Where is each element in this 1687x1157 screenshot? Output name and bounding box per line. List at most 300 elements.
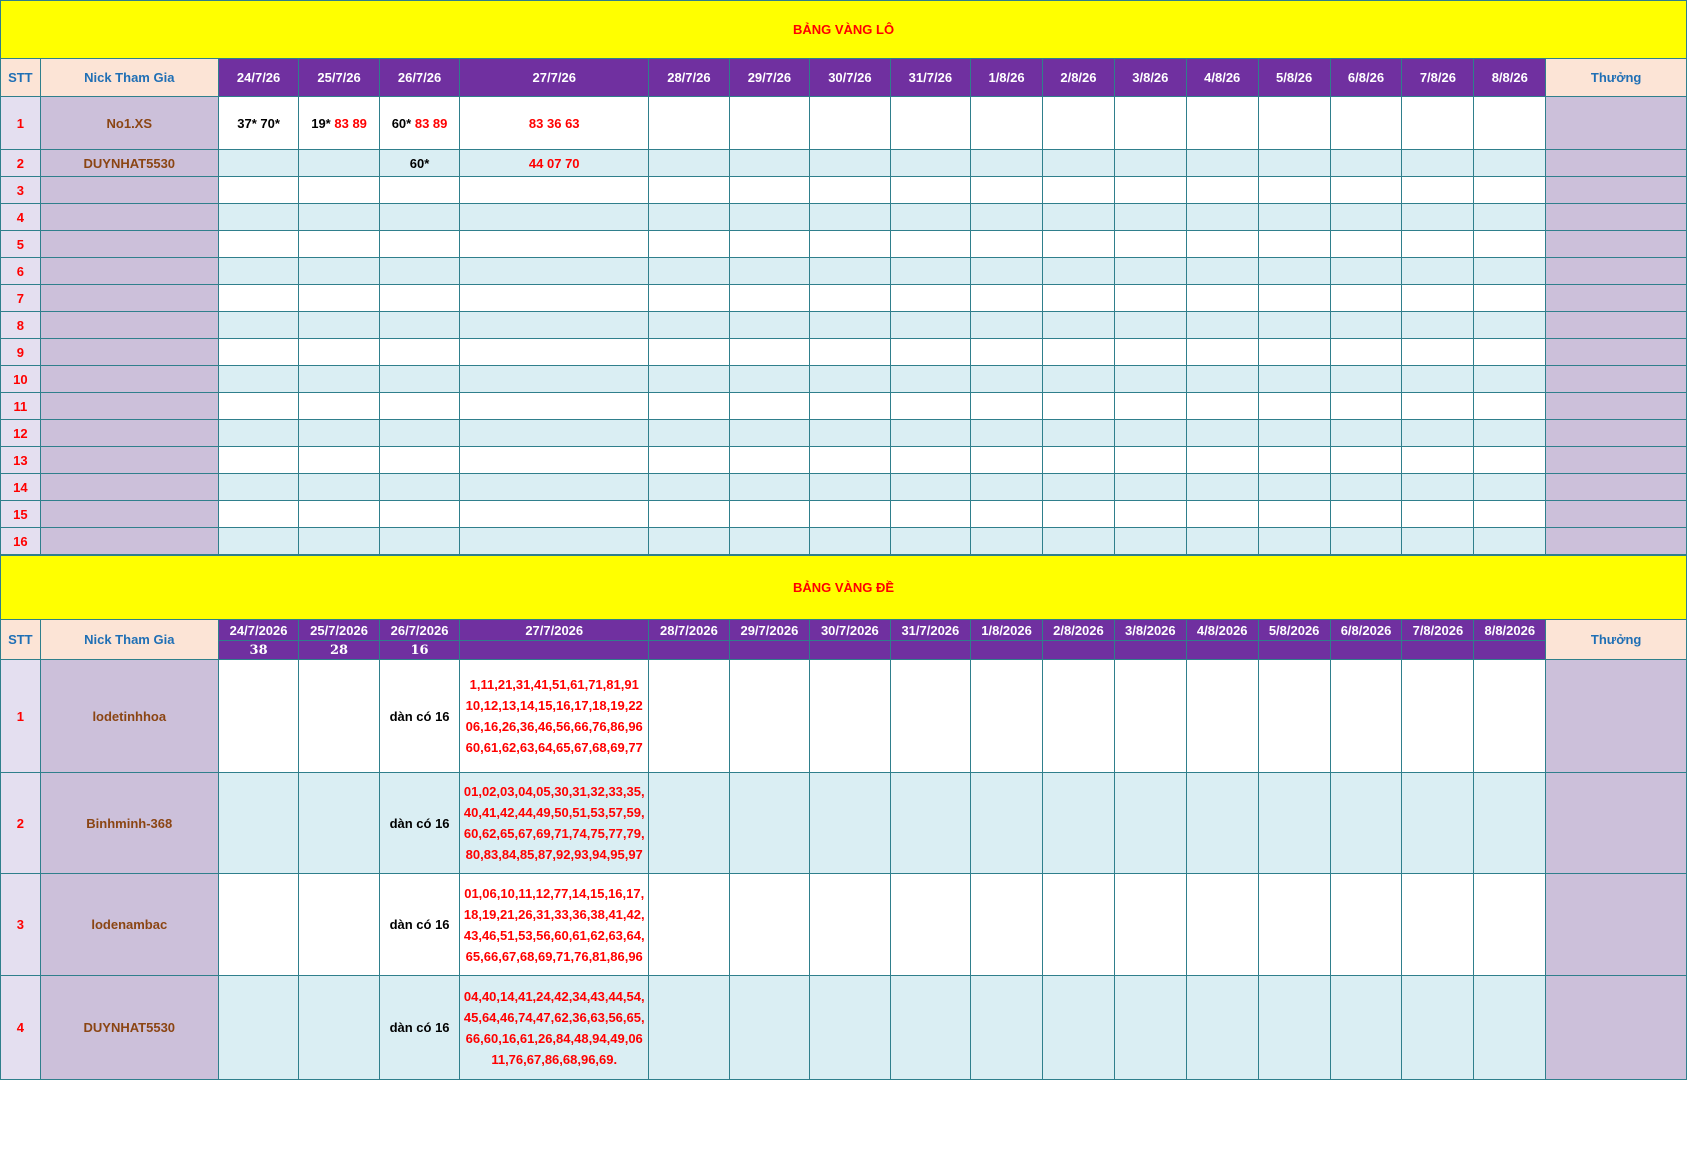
de-cell[interactable] [1258, 660, 1330, 773]
de-cell[interactable] [1043, 660, 1115, 773]
de-cell[interactable] [1330, 660, 1402, 773]
lo-cell[interactable] [1043, 312, 1115, 339]
lo-cell[interactable] [971, 312, 1043, 339]
de-row-prize[interactable] [1546, 874, 1687, 976]
lo-cell[interactable] [729, 447, 809, 474]
lo-cell[interactable] [649, 393, 729, 420]
de-cell[interactable] [379, 976, 459, 1080]
lo-cell[interactable] [379, 420, 459, 447]
de-date-header[interactable]: 24/7/2026 [218, 620, 298, 641]
de-cell[interactable] [1402, 660, 1474, 773]
lo-cell[interactable] [1402, 231, 1474, 258]
lo-cell[interactable] [649, 474, 729, 501]
lo-cell[interactable] [1258, 204, 1330, 231]
de-row-nick[interactable]: DUYNHAT5530 [40, 976, 218, 1080]
de-header-nick[interactable]: Nick Tham Gia [40, 620, 218, 660]
de-cell[interactable] [1258, 874, 1330, 976]
lo-date-header[interactable]: 28/7/26 [649, 59, 729, 97]
de-row-prize[interactable] [1546, 773, 1687, 874]
lo-cell[interactable] [218, 177, 298, 204]
lo-cell[interactable] [1258, 420, 1330, 447]
de-cell[interactable] [1474, 874, 1546, 976]
lo-date-header[interactable]: 8/8/26 [1474, 59, 1546, 97]
lo-cell[interactable] [1114, 528, 1186, 555]
lo-cell[interactable] [1043, 447, 1115, 474]
lo-cell[interactable] [460, 312, 649, 339]
de-cell[interactable] [460, 976, 649, 1080]
lo-row-prize[interactable] [1546, 177, 1687, 204]
lo-cell[interactable] [460, 285, 649, 312]
de-cell[interactable] [1402, 874, 1474, 976]
lo-cell[interactable] [649, 447, 729, 474]
lo-date-header[interactable]: 6/8/26 [1330, 59, 1402, 97]
lo-cell[interactable] [729, 366, 809, 393]
lo-cell[interactable] [218, 204, 298, 231]
lo-cell[interactable] [460, 366, 649, 393]
lo-cell[interactable] [1186, 366, 1258, 393]
de-cell[interactable] [460, 874, 649, 976]
lo-date-header[interactable]: 1/8/26 [971, 59, 1043, 97]
lo-cell[interactable] [729, 528, 809, 555]
lo-cell[interactable] [810, 258, 890, 285]
lo-cell[interactable] [299, 204, 379, 231]
lo-row-prize[interactable] [1546, 285, 1687, 312]
lo-cell[interactable] [218, 501, 298, 528]
lo-cell[interactable] [1402, 150, 1474, 177]
lo-row-prize[interactable] [1546, 231, 1687, 258]
de-cell[interactable] [890, 874, 970, 976]
de-date-header[interactable]: 31/7/2026 [890, 620, 970, 641]
de-cell[interactable] [218, 874, 298, 976]
lo-cell[interactable] [810, 150, 890, 177]
lo-cell[interactable] [1186, 528, 1258, 555]
lo-cell[interactable] [729, 474, 809, 501]
lo-cell[interactable] [299, 97, 379, 150]
lo-cell[interactable] [729, 150, 809, 177]
lo-cell[interactable] [1402, 528, 1474, 555]
lo-cell[interactable] [1402, 501, 1474, 528]
lo-cell[interactable] [1258, 474, 1330, 501]
lo-row-prize[interactable] [1546, 501, 1687, 528]
de-cell[interactable] [890, 976, 970, 1080]
lo-cell[interactable] [729, 339, 809, 366]
lo-cell[interactable] [218, 312, 298, 339]
lo-cell[interactable] [299, 393, 379, 420]
de-cell[interactable] [379, 874, 459, 976]
lo-cell[interactable] [890, 97, 970, 150]
lo-cell[interactable] [729, 258, 809, 285]
lo-cell[interactable] [1186, 447, 1258, 474]
lo-cell[interactable] [218, 150, 298, 177]
de-cell[interactable] [1043, 976, 1115, 1080]
lo-cell[interactable] [1474, 258, 1546, 285]
lo-cell[interactable] [1474, 150, 1546, 177]
lo-date-header[interactable]: 7/8/26 [1402, 59, 1474, 97]
de-cell[interactable] [1402, 976, 1474, 1080]
de-cell[interactable] [649, 773, 729, 874]
de-cell[interactable] [729, 976, 809, 1080]
de-cell[interactable] [1186, 773, 1258, 874]
lo-cell[interactable] [1330, 177, 1402, 204]
lo-cell[interactable] [1330, 97, 1402, 150]
lo-cell[interactable] [379, 447, 459, 474]
lo-cell[interactable] [1114, 474, 1186, 501]
lo-row-nick[interactable]: DUYNHAT5530 [40, 150, 218, 177]
lo-row-prize[interactable] [1546, 258, 1687, 285]
de-date-header[interactable]: 30/7/2026 [810, 620, 890, 641]
lo-cell[interactable] [1474, 231, 1546, 258]
lo-cell[interactable] [1186, 393, 1258, 420]
lo-row-nick[interactable] [40, 312, 218, 339]
de-cell[interactable] [1474, 773, 1546, 874]
lo-cell[interactable] [890, 339, 970, 366]
lo-cell[interactable] [1114, 420, 1186, 447]
de-date-header[interactable]: 28/7/2026 [649, 620, 729, 641]
de-cell[interactable] [890, 773, 970, 874]
lo-row-nick[interactable] [40, 420, 218, 447]
lo-cell[interactable] [1186, 474, 1258, 501]
lo-cell[interactable] [1474, 420, 1546, 447]
lo-cell[interactable] [649, 150, 729, 177]
lo-cell[interactable] [460, 258, 649, 285]
lo-cell[interactable] [1114, 501, 1186, 528]
lo-cell[interactable] [971, 528, 1043, 555]
lo-cell[interactable] [649, 501, 729, 528]
lo-cell[interactable] [218, 366, 298, 393]
lo-cell[interactable] [810, 474, 890, 501]
lo-cell[interactable] [649, 231, 729, 258]
lo-cell[interactable] [379, 150, 459, 177]
lo-cell[interactable] [299, 258, 379, 285]
lo-cell[interactable] [1330, 366, 1402, 393]
lo-row-prize[interactable] [1546, 97, 1687, 150]
lo-cell[interactable] [890, 204, 970, 231]
lo-cell[interactable] [460, 177, 649, 204]
de-cell[interactable] [1043, 874, 1115, 976]
lo-cell[interactable] [810, 204, 890, 231]
lo-header-prize[interactable]: Thưởng [1546, 59, 1687, 97]
lo-cell[interactable] [379, 501, 459, 528]
lo-cell[interactable] [1114, 177, 1186, 204]
de-cell[interactable] [379, 660, 459, 773]
lo-cell[interactable] [1186, 258, 1258, 285]
lo-cell[interactable] [1043, 150, 1115, 177]
lo-cell[interactable] [218, 528, 298, 555]
lo-row-nick[interactable] [40, 339, 218, 366]
lo-cell[interactable] [810, 285, 890, 312]
lo-cell[interactable] [1043, 258, 1115, 285]
de-row-prize[interactable] [1546, 660, 1687, 773]
lo-cell[interactable] [1114, 312, 1186, 339]
lo-cell[interactable] [971, 258, 1043, 285]
de-date-header[interactable]: 3/8/2026 [1114, 620, 1186, 641]
lo-cell[interactable] [1043, 528, 1115, 555]
lo-cell[interactable] [218, 420, 298, 447]
de-cell[interactable] [729, 773, 809, 874]
de-cell[interactable] [218, 976, 298, 1080]
lo-row-nick[interactable] [40, 204, 218, 231]
lo-cell[interactable] [460, 150, 649, 177]
lo-row-nick[interactable] [40, 528, 218, 555]
lo-cell[interactable] [1330, 231, 1402, 258]
lo-cell[interactable] [1043, 285, 1115, 312]
lo-cell[interactable] [1186, 501, 1258, 528]
lo-cell[interactable] [460, 204, 649, 231]
lo-cell[interactable] [729, 420, 809, 447]
lo-cell[interactable] [1186, 285, 1258, 312]
lo-cell[interactable] [1114, 447, 1186, 474]
lo-cell[interactable] [1258, 528, 1330, 555]
lo-cell[interactable] [1330, 258, 1402, 285]
de-row-nick[interactable]: lodenambac [40, 874, 218, 976]
lo-cell[interactable] [1330, 204, 1402, 231]
lo-cell[interactable] [729, 501, 809, 528]
de-cell[interactable] [1186, 874, 1258, 976]
lo-cell[interactable] [1474, 285, 1546, 312]
lo-cell[interactable] [1402, 258, 1474, 285]
lo-cell[interactable] [1402, 474, 1474, 501]
lo-cell[interactable] [649, 528, 729, 555]
de-cell[interactable] [649, 660, 729, 773]
de-cell[interactable] [1114, 976, 1186, 1080]
lo-cell[interactable] [460, 231, 649, 258]
lo-cell[interactable] [1043, 177, 1115, 204]
lo-date-header[interactable]: 2/8/26 [1043, 59, 1115, 97]
lo-cell[interactable] [649, 97, 729, 150]
lo-cell[interactable] [460, 97, 649, 150]
lo-cell[interactable] [299, 231, 379, 258]
lo-row-prize[interactable] [1546, 420, 1687, 447]
de-cell[interactable] [1402, 773, 1474, 874]
de-date-header[interactable]: 8/8/2026 [1474, 620, 1546, 641]
lo-cell[interactable] [649, 204, 729, 231]
de-date-header[interactable]: 5/8/2026 [1258, 620, 1330, 641]
lo-cell[interactable] [971, 501, 1043, 528]
lo-cell[interactable] [1330, 393, 1402, 420]
lo-cell[interactable] [1186, 231, 1258, 258]
lo-cell[interactable] [971, 177, 1043, 204]
de-cell[interactable] [810, 874, 890, 976]
lo-cell[interactable] [1186, 339, 1258, 366]
de-cell[interactable] [299, 773, 379, 874]
lo-cell[interactable] [1043, 366, 1115, 393]
lo-cell[interactable] [810, 420, 890, 447]
de-cell[interactable] [729, 660, 809, 773]
de-cell[interactable] [218, 660, 298, 773]
lo-date-header[interactable]: 5/8/26 [1258, 59, 1330, 97]
lo-cell[interactable] [810, 501, 890, 528]
lo-cell[interactable] [1402, 312, 1474, 339]
de-cell[interactable] [971, 976, 1043, 1080]
lo-cell[interactable] [890, 420, 970, 447]
lo-cell[interactable] [729, 312, 809, 339]
lo-cell[interactable] [299, 339, 379, 366]
de-cell[interactable] [971, 874, 1043, 976]
de-cell[interactable] [299, 660, 379, 773]
de-cell[interactable] [1330, 773, 1402, 874]
lo-cell[interactable] [1474, 528, 1546, 555]
de-row-prize[interactable] [1546, 976, 1687, 1080]
lo-header-nick[interactable]: Nick Tham Gia [40, 59, 218, 97]
lo-cell[interactable] [218, 97, 298, 150]
lo-row-prize[interactable] [1546, 150, 1687, 177]
de-date-header[interactable]: 2/8/2026 [1043, 620, 1115, 641]
de-cell[interactable] [1114, 660, 1186, 773]
lo-cell[interactable] [810, 393, 890, 420]
de-cell[interactable] [729, 874, 809, 976]
lo-row-nick[interactable] [40, 393, 218, 420]
lo-cell[interactable] [890, 150, 970, 177]
lo-cell[interactable] [890, 285, 970, 312]
lo-row-prize[interactable] [1546, 447, 1687, 474]
lo-cell[interactable] [890, 528, 970, 555]
lo-cell[interactable] [379, 204, 459, 231]
lo-cell[interactable] [299, 447, 379, 474]
de-date-header[interactable]: 4/8/2026 [1186, 620, 1258, 641]
lo-cell[interactable] [299, 150, 379, 177]
lo-cell[interactable] [379, 366, 459, 393]
lo-cell[interactable] [379, 339, 459, 366]
lo-cell[interactable] [299, 528, 379, 555]
lo-row-nick[interactable] [40, 231, 218, 258]
lo-cell[interactable] [1186, 312, 1258, 339]
lo-cell[interactable] [1474, 447, 1546, 474]
lo-date-header[interactable]: 27/7/26 [460, 59, 649, 97]
lo-cell[interactable] [1258, 258, 1330, 285]
lo-cell[interactable] [218, 447, 298, 474]
lo-cell[interactable] [1043, 231, 1115, 258]
lo-header-stt[interactable]: STT [1, 59, 41, 97]
lo-cell[interactable] [890, 258, 970, 285]
lo-cell[interactable] [1402, 285, 1474, 312]
lo-cell[interactable] [218, 285, 298, 312]
lo-cell[interactable] [1402, 366, 1474, 393]
lo-date-header[interactable]: 25/7/26 [299, 59, 379, 97]
lo-cell[interactable] [1114, 339, 1186, 366]
lo-cell[interactable] [729, 285, 809, 312]
lo-cell[interactable] [1258, 150, 1330, 177]
lo-cell[interactable] [1474, 339, 1546, 366]
lo-cell[interactable] [218, 258, 298, 285]
lo-cell[interactable] [1330, 285, 1402, 312]
lo-cell[interactable] [379, 528, 459, 555]
lo-cell[interactable] [890, 177, 970, 204]
lo-cell[interactable] [971, 366, 1043, 393]
lo-cell[interactable] [1043, 393, 1115, 420]
lo-cell[interactable] [379, 231, 459, 258]
lo-cell[interactable] [379, 312, 459, 339]
lo-cell[interactable] [1043, 97, 1115, 150]
de-header-stt[interactable]: STT [1, 620, 41, 660]
lo-cell[interactable] [971, 420, 1043, 447]
lo-cell[interactable] [1258, 285, 1330, 312]
de-cell[interactable] [971, 773, 1043, 874]
lo-cell[interactable] [379, 177, 459, 204]
lo-cell[interactable] [649, 285, 729, 312]
lo-cell[interactable] [1258, 339, 1330, 366]
lo-cell[interactable] [971, 231, 1043, 258]
de-cell[interactable] [1474, 660, 1546, 773]
de-cell[interactable] [1043, 773, 1115, 874]
lo-cell[interactable] [1402, 339, 1474, 366]
lo-cell[interactable] [1114, 231, 1186, 258]
lo-cell[interactable] [460, 339, 649, 366]
lo-date-header[interactable]: 26/7/26 [379, 59, 459, 97]
lo-row-nick[interactable] [40, 366, 218, 393]
lo-cell[interactable] [729, 231, 809, 258]
lo-cell[interactable] [460, 474, 649, 501]
lo-cell[interactable] [1258, 393, 1330, 420]
lo-cell[interactable] [379, 258, 459, 285]
de-cell[interactable] [218, 773, 298, 874]
lo-cell[interactable] [1258, 312, 1330, 339]
lo-cell[interactable] [460, 528, 649, 555]
lo-cell[interactable] [379, 285, 459, 312]
lo-row-prize[interactable] [1546, 528, 1687, 555]
lo-row-nick[interactable] [40, 474, 218, 501]
lo-cell[interactable] [649, 366, 729, 393]
de-cell[interactable] [1258, 773, 1330, 874]
lo-cell[interactable] [299, 501, 379, 528]
lo-cell[interactable] [1402, 204, 1474, 231]
de-cell[interactable] [1474, 976, 1546, 1080]
lo-cell[interactable] [890, 501, 970, 528]
lo-cell[interactable] [649, 312, 729, 339]
de-cell[interactable] [1186, 660, 1258, 773]
de-cell[interactable] [1330, 874, 1402, 976]
lo-cell[interactable] [810, 528, 890, 555]
lo-cell[interactable] [971, 474, 1043, 501]
lo-cell[interactable] [1043, 501, 1115, 528]
lo-cell[interactable] [971, 285, 1043, 312]
de-date-header[interactable]: 26/7/2026 [379, 620, 459, 641]
lo-cell[interactable] [810, 177, 890, 204]
lo-row-prize[interactable] [1546, 312, 1687, 339]
lo-cell[interactable] [1114, 204, 1186, 231]
de-row-nick[interactable]: lodetinhhoa [40, 660, 218, 773]
lo-cell[interactable] [1474, 393, 1546, 420]
lo-cell[interactable] [1402, 447, 1474, 474]
lo-cell[interactable] [460, 447, 649, 474]
lo-cell[interactable] [1114, 393, 1186, 420]
de-cell[interactable] [1258, 976, 1330, 1080]
lo-cell[interactable] [1474, 97, 1546, 150]
lo-cell[interactable] [218, 474, 298, 501]
lo-cell[interactable] [890, 366, 970, 393]
lo-row-prize[interactable] [1546, 366, 1687, 393]
de-date-header[interactable]: 29/7/2026 [729, 620, 809, 641]
lo-cell[interactable] [1330, 474, 1402, 501]
lo-cell[interactable] [299, 366, 379, 393]
de-cell[interactable] [299, 874, 379, 976]
lo-row-nick[interactable] [40, 285, 218, 312]
lo-cell[interactable] [810, 339, 890, 366]
lo-cell[interactable] [1114, 150, 1186, 177]
lo-row-nick[interactable] [40, 177, 218, 204]
lo-cell[interactable] [299, 420, 379, 447]
lo-cell[interactable] [729, 177, 809, 204]
lo-cell[interactable] [379, 474, 459, 501]
de-date-header[interactable]: 6/8/2026 [1330, 620, 1402, 641]
de-cell[interactable] [1186, 976, 1258, 1080]
lo-row-prize[interactable] [1546, 393, 1687, 420]
lo-cell[interactable] [810, 366, 890, 393]
lo-date-header[interactable]: 24/7/26 [218, 59, 298, 97]
de-cell[interactable] [1114, 874, 1186, 976]
lo-cell[interactable] [1402, 420, 1474, 447]
lo-cell[interactable] [1474, 177, 1546, 204]
de-header-prize[interactable]: Thưởng [1546, 620, 1687, 660]
